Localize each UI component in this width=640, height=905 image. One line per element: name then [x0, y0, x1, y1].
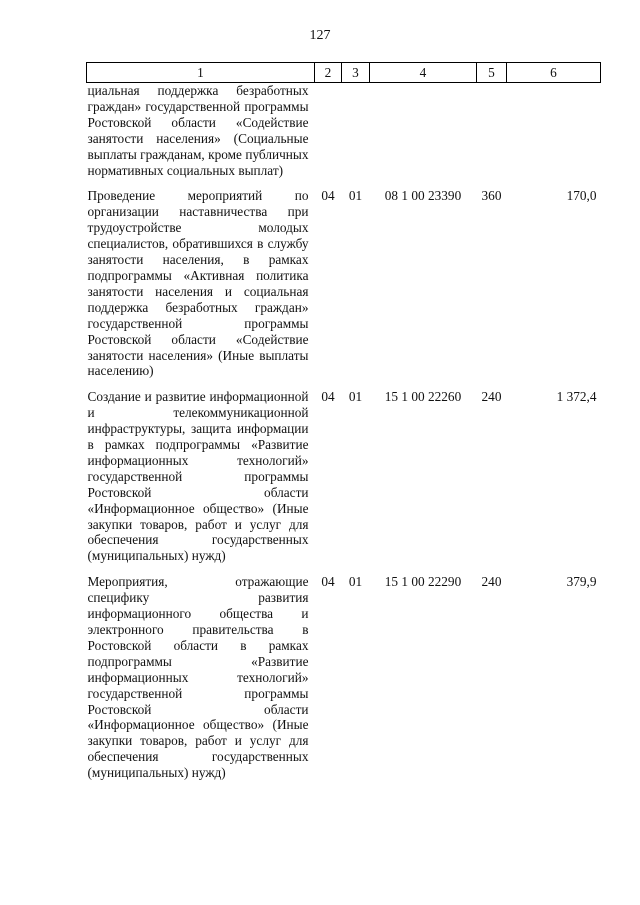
row-amount: [507, 83, 601, 189]
header-col-4: 4: [370, 63, 477, 83]
row-amount: 379,9: [566, 574, 597, 590]
table-row: [87, 188, 601, 389]
row-description: Проведение мероприятий по организации наставничества при трудоустройстве молодых специалистов, обратившихся в службу занятости населения, в рамках подпрограммы «Активная политика занятости населения и социальная поддержка безработных граждан» государственной программы Ростовской области «Содействие занятости населения» (Иные выплаты населению): [87, 188, 309, 379]
table-row: [87, 83, 601, 189]
header-col-6: 6: [507, 63, 601, 83]
row-section: 04: [321, 188, 335, 204]
row-expense-type: [477, 83, 507, 189]
row-section: 04: [321, 574, 335, 590]
row-target-article: 08 1 00 23390: [384, 188, 462, 204]
row-subsection: [342, 83, 370, 189]
row-target-article: 15 1 00 22260: [384, 389, 462, 405]
header-col-2: 2: [315, 63, 342, 83]
header-col-1: 1: [87, 63, 315, 83]
row-description: циальная поддержка безработных граждан» государственной программы Ростовской области «Содействие занятости населения» (Социальные выплаты гражданам, кроме публичных нормативных социальных выплат): [87, 83, 309, 178]
table-row: [87, 574, 601, 781]
budget-table: [86, 62, 601, 781]
row-section: [315, 83, 342, 189]
row-expense-type: 240: [481, 389, 502, 405]
header-col-5: 5: [477, 63, 507, 83]
row-subsection: 01: [348, 389, 363, 405]
row-target-article: [370, 83, 477, 189]
header-row: [87, 63, 601, 83]
row-description: Мероприятия, отражающие специфику развития информационного общества и электронного правительства в Ростовской области в рамках подпрограммы «Развитие информационных технологий» государственной программы Ростовской области «Информационное общество» (Иные закупки товаров, работ и услуг для обеспечения государственных (муниципальных) нужд): [87, 574, 309, 781]
page-number: 127: [309, 28, 331, 43]
row-description: Создание и развитие информационной и телекоммуникационной инфраструктуры, защита информации в рамках подпрограммы «Развитие информационных технологий» государственной программы Ростовской области «Информационное общество» (Иные закупки товаров, работ и услуг для обеспечения государственных (муниципальных) нужд): [87, 389, 309, 564]
row-expense-type: 360: [481, 188, 502, 204]
row-subsection: 01: [348, 574, 363, 590]
row-subsection: 01: [348, 188, 363, 204]
header-col-3: 3: [342, 63, 370, 83]
row-amount: 170,0: [566, 188, 597, 204]
row-section: 04: [321, 389, 335, 405]
table-row: [87, 389, 601, 574]
row-target-article: 15 1 00 22290: [384, 574, 462, 590]
row-expense-type: 240: [481, 574, 502, 590]
row-amount: 1 372,4: [556, 389, 597, 405]
